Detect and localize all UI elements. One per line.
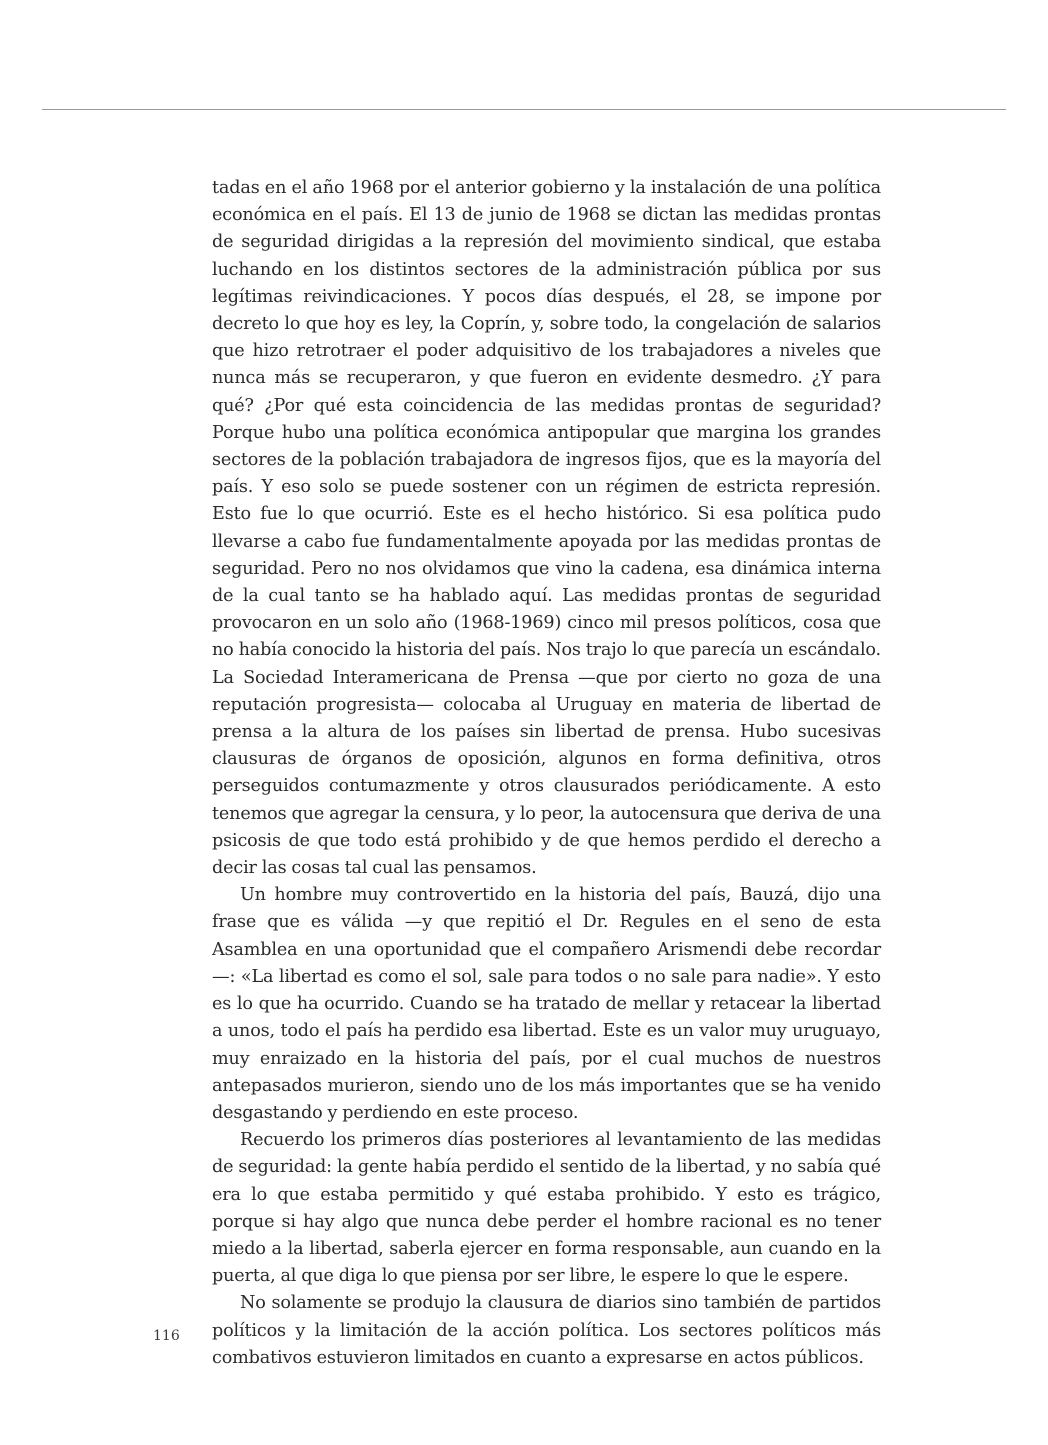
paragraph-1: tadas en el año 1968 por el anterior gobierno y la instalación de una política económica en el país. El 13 de junio de 1968 se dictan las medidas prontas de seguridad dirigidas a la represión del movimiento sindical, que estaba luchando en los distintos sectores de la administración pública por sus legítimas reivindicaciones. Y pocos días después, el 28, se impone por decreto lo que hoy es ley, la Coprín, y, sobre todo, la congelación de salarios que hizo retrotraer el poder adquisitivo de los trabajadores a niveles que nunca más se recuperaron, y que fueron en evidente desmedro. ¿Y para qué? ¿Por qué esta coincidencia de las medidas prontas de seguridad? Porque hubo una política económica antipopular que margina los grandes sectores de la población trabajadora de ingresos fijos, que es la mayoría del país. Y eso solo se puede sostener con un régimen de estricta represión. Esto fue lo que ocurrió. Este es el hecho histórico. Si esa política pudo llevarse a cabo fue fundamentalmente apoyada por las medidas prontas de seguridad. Pero no nos olvidamos que vino la cadena, esa dinámica interna de la cual tanto se ha hablado aquí. Las medidas prontas de seguridad provocaron en un solo año (1968-1969) cinco mil presos políticos, cosa que no había conocido la historia del país. Nos trajo lo que parecía un escándalo. La Sociedad Interamericana de Prensa —que por cierto no goza de una reputación progresista— colocaba al Uruguay en materia de libertad de prensa a la altura de los países sin libertad de prensa. Hubo sucesivas clausuras de órganos de oposición, algunos en forma definitiva, otros perseguidos contumazmente y otros clausurados periódicamente. A esto tenemos que agregar la censura, y lo peor, la autocensura que deriva de una psicosis de que todo está prohibido y de que hemos perdido el derecho a decir las cosas tal cual las pensamos.: [212, 178, 881, 879]
page-number: 116: [153, 1328, 180, 1344]
header-rule: [42, 109, 1006, 110]
body-text: [212, 175, 881, 1372]
paragraph-2: Un hombre muy controvertido en la historia del país, Bauzá, dijo una frase que es válida —y que repitió el Dr. Regules en el seno de esta Asamblea en una oportunidad que el compañero Arismendi debe recordar—: «La libertad es como el sol, sale para todos o no sale para nadie». Y esto es lo que ha ocurrido. Cuando se ha tratado de mellar y retacear la libertad a unos, todo el país ha perdido esa libertad. Este es un valor muy uruguayo, muy enraizado en la historia del país, por el cual muchos de nuestros antepasados murieron, siendo uno de los más importantes que se ha venido desgastando y perdiendo en este proceso.: [212, 885, 881, 1123]
paragraph-4: No solamente se produjo la clausura de diarios sino también de partidos políticos y la limitación de la acción política. Los sectores políticos más combativos estuvieron limitados en cuanto a expresarse en actos públicos.: [212, 1293, 881, 1368]
paragraph-3: Recuerdo los primeros días posteriores al levantamiento de las medidas de seguridad: la gente había perdido el sentido de la libertad, y no sabía qué era lo que estaba permitido y qué estaba prohibido. Y esto es trágico, porque si hay algo que nunca debe perder el hombre racional es no tener miedo a la libertad, saberla ejercer en forma responsable, aun cuando en la puerta, al que diga lo que piensa por ser libre, le espere lo que le espere.: [212, 1130, 881, 1287]
